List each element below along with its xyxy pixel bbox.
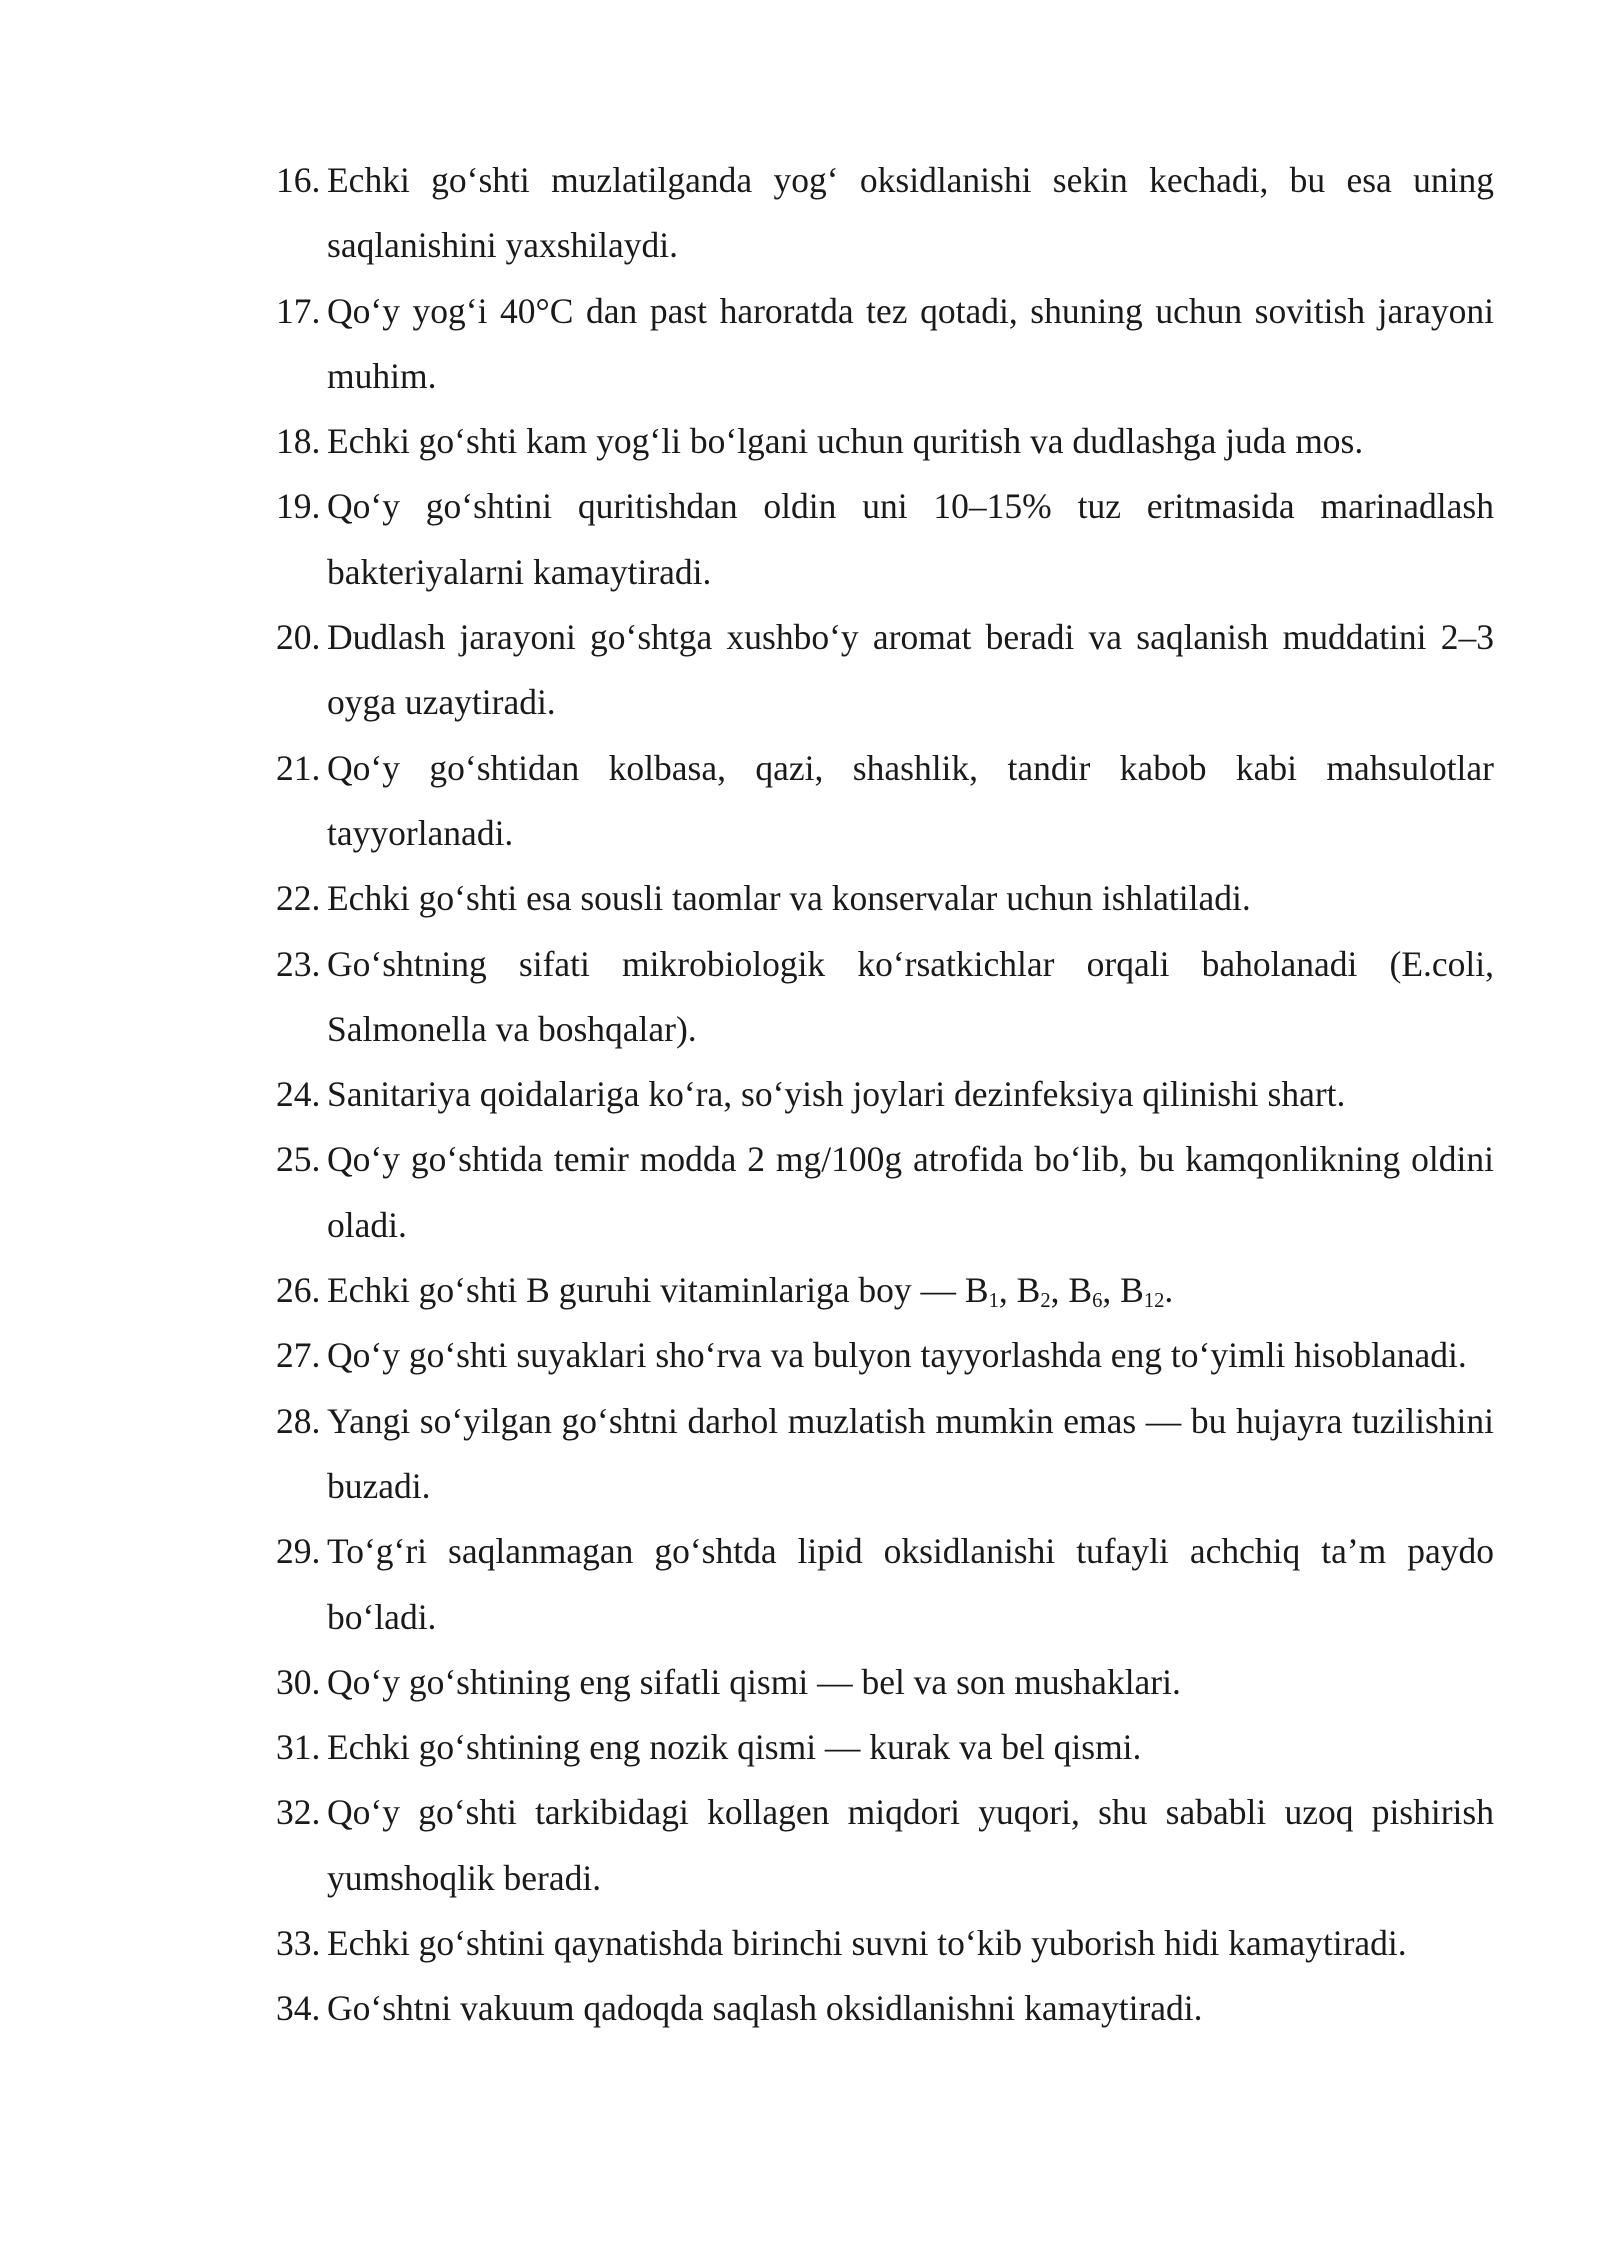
item-number: 16. bbox=[276, 160, 321, 200]
item-number: 30. bbox=[276, 1661, 321, 1702]
item-text: Qo‘y go‘shti suyaklari sho‘rva va bulyon tayyorlashda eng to‘yimli hisoblanadi. bbox=[327, 1335, 1467, 1376]
vitamin-subscript: 1 bbox=[988, 1290, 999, 1313]
item-number: 24. bbox=[276, 1074, 321, 1115]
item-number: 17. bbox=[276, 290, 321, 331]
item-number: 22. bbox=[276, 878, 321, 919]
list-item bbox=[276, 1389, 1494, 1520]
list-item bbox=[276, 605, 1494, 736]
item-text: Echki go‘shtini qaynatishda birinchi suvni to‘kib yuborish hidi kamaytiradi. bbox=[327, 1923, 1407, 1964]
item-number: 19. bbox=[276, 486, 321, 527]
list-item bbox=[276, 1519, 1494, 1650]
vitamin-letter: B bbox=[1120, 1270, 1144, 1311]
item-number: 27. bbox=[276, 1335, 321, 1376]
list-item bbox=[276, 736, 1494, 867]
item-text: Echki go‘shti esa sousli taomlar va konservalar uchun ishlatiladi. bbox=[327, 878, 1251, 919]
item-number: 18. bbox=[276, 421, 321, 462]
item-text: Go‘shtning sifati mikrobiologik ko‘rsatkichlar orqali baholanadi (E.coli, Salmonella va boshqalar). bbox=[327, 943, 1494, 1049]
item-number: 32. bbox=[276, 1792, 321, 1833]
item-text: Qo‘y yog‘i 40°C dan past haroratda tez qotadi, shuning uchun sovitish jarayoni muhim. bbox=[327, 290, 1494, 396]
item-text: Echki go‘shti muzlatilganda yog‘ oksidlanishi sekin kechadi, bu esa uning saqlanishini yaxshilaydi. bbox=[327, 160, 1494, 266]
list-item bbox=[276, 1650, 1494, 1715]
item-text: Go‘shtni vakuum qadoqda saqlash oksidlanishni kamaytiradi. bbox=[327, 1988, 1203, 2029]
item-text: Qo‘y go‘shtidan kolbasa, qazi, shashlik, tandir kabob kabi mahsulotlar tayyorlanadi. bbox=[327, 747, 1494, 853]
item-number: 26. bbox=[276, 1270, 321, 1311]
item-text: Sanitariya qoidalariga ko‘ra, so‘yish joylari dezinfeksiya qilinishi shart. bbox=[327, 1074, 1346, 1115]
list-item bbox=[276, 1976, 1494, 2041]
item-number: 21. bbox=[276, 747, 321, 788]
item-number: 34. bbox=[276, 1988, 321, 2029]
vitamin-letter: B bbox=[1068, 1270, 1093, 1311]
item-text: Qo‘y go‘shtini quritishdan oldin uni 10–15% tuz eritmasida marinadlash bakteriyalarni kamaytiradi. bbox=[327, 486, 1494, 592]
list-item: 26. Echki go‘shti B guruhi vitaminlariga boy — $B_1$, $B_2$, $B_6$, $B_{12}$. bbox=[276, 1258, 1494, 1323]
vitamin-subscript: 12 bbox=[1143, 1290, 1165, 1313]
list-item bbox=[276, 1127, 1494, 1258]
list-item bbox=[276, 1911, 1494, 1976]
item-number: 23. bbox=[276, 943, 321, 984]
vitamin-subscript: 6 bbox=[1092, 1290, 1103, 1313]
vitamin-subscript: 2 bbox=[1040, 1290, 1051, 1313]
list-item bbox=[276, 148, 1494, 279]
list-item bbox=[276, 1715, 1494, 1780]
list-item bbox=[276, 932, 1494, 1063]
item-text: Yangi so‘yilgan go‘shtni darhol muzlatish mumkin emas — bu hujayra tuzilishini buzadi. bbox=[327, 1400, 1494, 1506]
list-item bbox=[276, 866, 1494, 931]
item-number: 29. bbox=[276, 1531, 321, 1572]
item-text-prefix: Echki go‘shti B guruhi vitaminlariga boy — B bbox=[327, 1270, 989, 1311]
item-number: 28. bbox=[276, 1400, 321, 1441]
vitamin-letter: B bbox=[1016, 1270, 1041, 1311]
list-item bbox=[276, 1780, 1494, 1911]
item-text: Echki go‘shti kam yog‘li bo‘lgani uchun quritish va dudlashga juda mos. bbox=[327, 421, 1364, 462]
item-text: Qo‘y go‘shtining eng sifatli qismi — bel va son mushaklari. bbox=[327, 1661, 1181, 1702]
item-number: 20. bbox=[276, 617, 321, 658]
list-item bbox=[276, 1323, 1494, 1388]
item-text: To‘g‘ri saqlanmagan go‘shtda lipid oksidlanishi tufayli achchiq ta’m paydo bo‘ladi. bbox=[327, 1531, 1494, 1637]
item-text: Qo‘y go‘shtida temir modda 2 mg/100g atrofida bo‘lib, bu kamqonlikning oldini oladi. bbox=[327, 1139, 1494, 1245]
item-text: Dudlash jarayoni go‘shtga xushbo‘y aromat beradi va saqlanish muddatini 2–3 oyga uzaytiradi. bbox=[327, 617, 1494, 723]
item-text: Qo‘y go‘shti tarkibidagi kollagen miqdori yuqori, shu sababli uzoq pishirish yumshoqlik beradi. bbox=[327, 1792, 1494, 1898]
item-number: 31. bbox=[276, 1727, 321, 1768]
list-item bbox=[276, 279, 1494, 410]
item-number: 33. bbox=[276, 1923, 321, 1964]
numbered-list bbox=[276, 148, 1494, 2042]
list-item bbox=[276, 409, 1494, 474]
item-number: 25. bbox=[276, 1139, 321, 1180]
item-text: Echki go‘shtining eng nozik qismi — kurak va bel qismi. bbox=[327, 1727, 1142, 1768]
list-item bbox=[276, 1062, 1494, 1127]
list-item bbox=[276, 474, 1494, 605]
